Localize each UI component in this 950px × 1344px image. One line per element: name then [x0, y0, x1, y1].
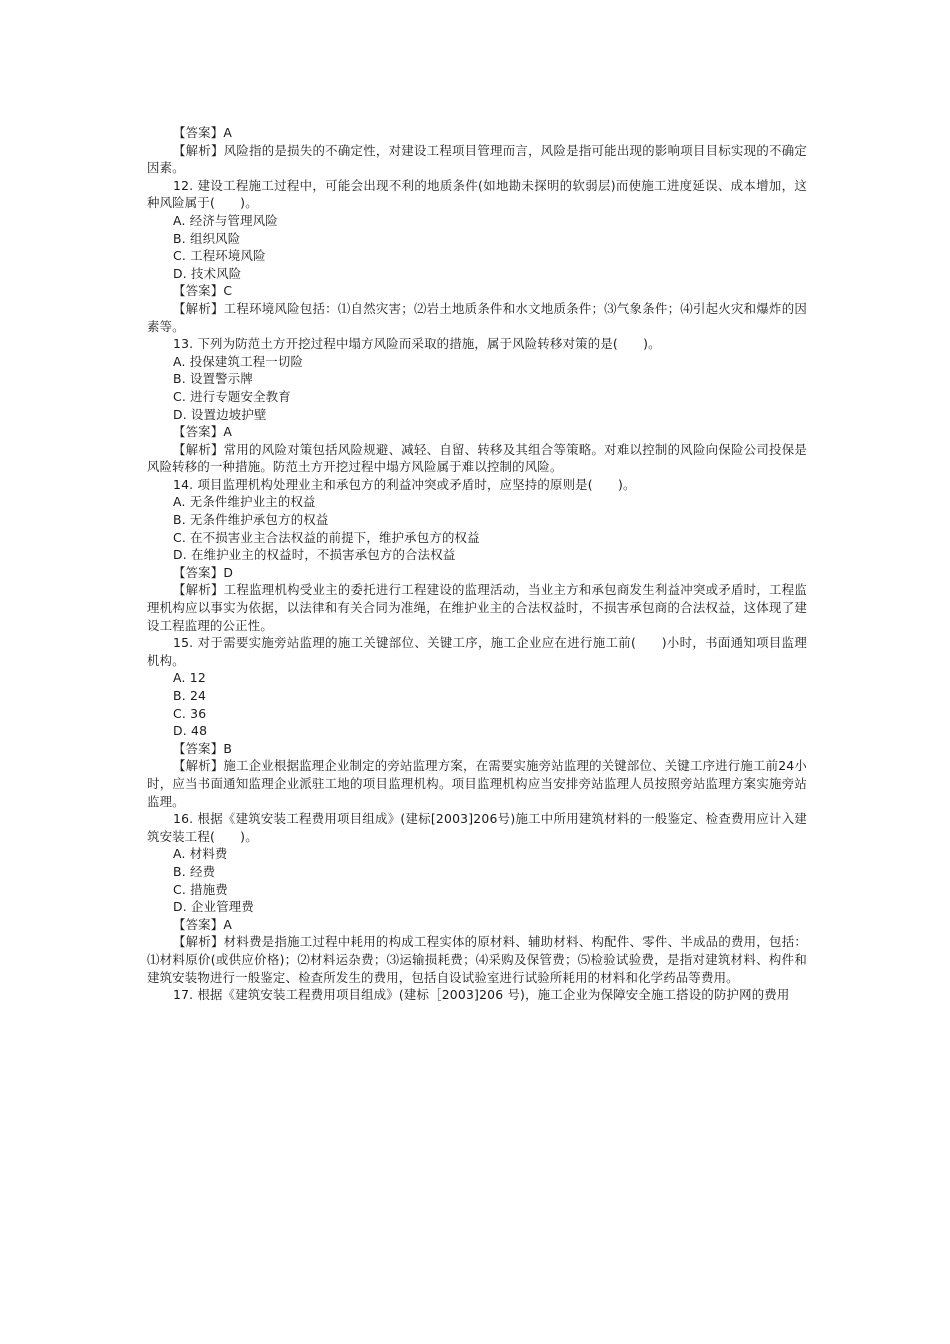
option-c: C. 36 — [173, 705, 207, 721]
answer-line: 【答案】A — [173, 916, 233, 932]
option-c: C. 在不损害业主合法权益的前提下，维护承包方的权益 — [173, 529, 480, 545]
option-a: A. 投保建筑工程一切险 — [173, 353, 304, 369]
option-b: B. 经费 — [173, 863, 216, 879]
analysis-paragraph: 【解析】工程监理机构受业主的委托进行工程建设的监理活动，当业主方和承包商发生利益冲突或矛盾时，工程监理机构应以事实为依据，以法律和有关合同为准绳，在维护业主的合法权益时，不损害承包商的合法权益，这体现了建设工程监理的公正性。 — [147, 582, 807, 633]
analysis-paragraph: 【解析】风险指的是损失的不确定性，对建设工程项目管理而言，风险是指可能出现的影响项目目标实现的不确定因素。 — [147, 142, 807, 176]
option-b: B. 无条件维护承包方的权益 — [173, 512, 329, 528]
option-a: A. 材料费 — [173, 846, 228, 862]
analysis-paragraph: 【解析】工程环境风险包括：⑴自然灾害；⑵岩土地质条件和水文地质条件；⑶气象条件；⑷引起火灾和爆炸的因素等。 — [147, 300, 807, 334]
option-c: C. 措施费 — [173, 881, 228, 897]
question-13: 13. 下列为防范土方开挖过程中塌方风险而采取的措施，属于风险转移对策的是( )。 — [173, 336, 661, 352]
option-c: C. 工程环境风险 — [173, 248, 266, 264]
option-d: D. 企业管理费 — [173, 899, 254, 915]
option-d: D. 在维护业主的权益时，不损害承包方的合法权益 — [173, 547, 456, 563]
answer-line: 【答案】A — [173, 424, 233, 440]
analysis-paragraph: 【解析】施工企业根据监理企业制定的旁站监理方案，在需要实施旁站监理的关键部位、关键工序进行施工前24小时，应当书面通知监理企业派驻工地的项目监理机构。项目监理机构应当安排旁站监理人员按照旁站监理方案实施旁站监理。 — [147, 758, 807, 809]
option-a: A. 无条件维护业主的权益 — [173, 494, 316, 510]
analysis-paragraph: 【解析】材料费是指施工过程中耗用的构成工程实体的原材料、辅助材料、构配件、零件、半成品的费用，包括：⑴材料原价(或供应价格)；⑵材料运杂费；⑶运输损耗费；⑷采购及保管费；⑸检验试验费，是指对建筑材料、构件和建筑安装物进行一般鉴定、检查所发生的费用，包括自设试验室进行试验所耗用的材料和化学药品等费用。 — [147, 934, 807, 985]
option-d: D. 技术风险 — [173, 265, 242, 281]
option-d: D. 48 — [173, 723, 208, 739]
answer-line: 【答案】C — [173, 283, 233, 299]
answer-line: 【答案】B — [173, 740, 233, 756]
option-b: B. 24 — [173, 688, 207, 703]
exam-content — [147, 124, 807, 1004]
question-14: 14. 项目监理机构处理业主和承包方的利益冲突或矛盾时，应坚持的原则是( )。 — [173, 476, 636, 492]
option-b: B. 组织风险 — [173, 230, 241, 246]
option-c: C. 进行专题安全教育 — [173, 388, 291, 404]
option-d: D. 设置边坡护壁 — [173, 406, 267, 422]
option-a: A. 经济与管理风险 — [173, 212, 278, 228]
question-16: 16. 根据《建筑安装工程费用项目组成》(建标[2003]206号)施工中所用建筑材料的一般鉴定、检查费用应计入建筑安装工程( )。 — [147, 811, 807, 844]
analysis-paragraph: 【解析】常用的风险对策包括风险规避、减轻、自留、转移及其组合等策略。对难以控制的风险向保险公司投保是风险转移的一种措施。防范土方开挖过程中塌方风险属于难以控制的风险。 — [147, 441, 807, 475]
question-17: 17. 根据《建筑安装工程费用项目组成》(建标［2003]206 号)，施工企业为保障安全施工搭设的防护网的费用 — [173, 987, 790, 1003]
option-a: A. 12 — [173, 670, 206, 686]
option-b: B. 设置警示牌 — [173, 371, 253, 387]
question-15: 15. 对于需要实施旁站监理的施工关键部位、关键工序，施工企业应在进行施工前( )小时，书面通知项目监理机构。 — [147, 635, 807, 668]
question-12: 12. 建设工程施工过程中，可能会出现不利的地质条件(如地勘未探明的软弱层)而使施工进度延误、成本增加，这种风险属于( )。 — [147, 177, 807, 211]
answer-line: 【答案】D — [173, 564, 234, 580]
answer-line: 【答案】A — [173, 125, 233, 140]
